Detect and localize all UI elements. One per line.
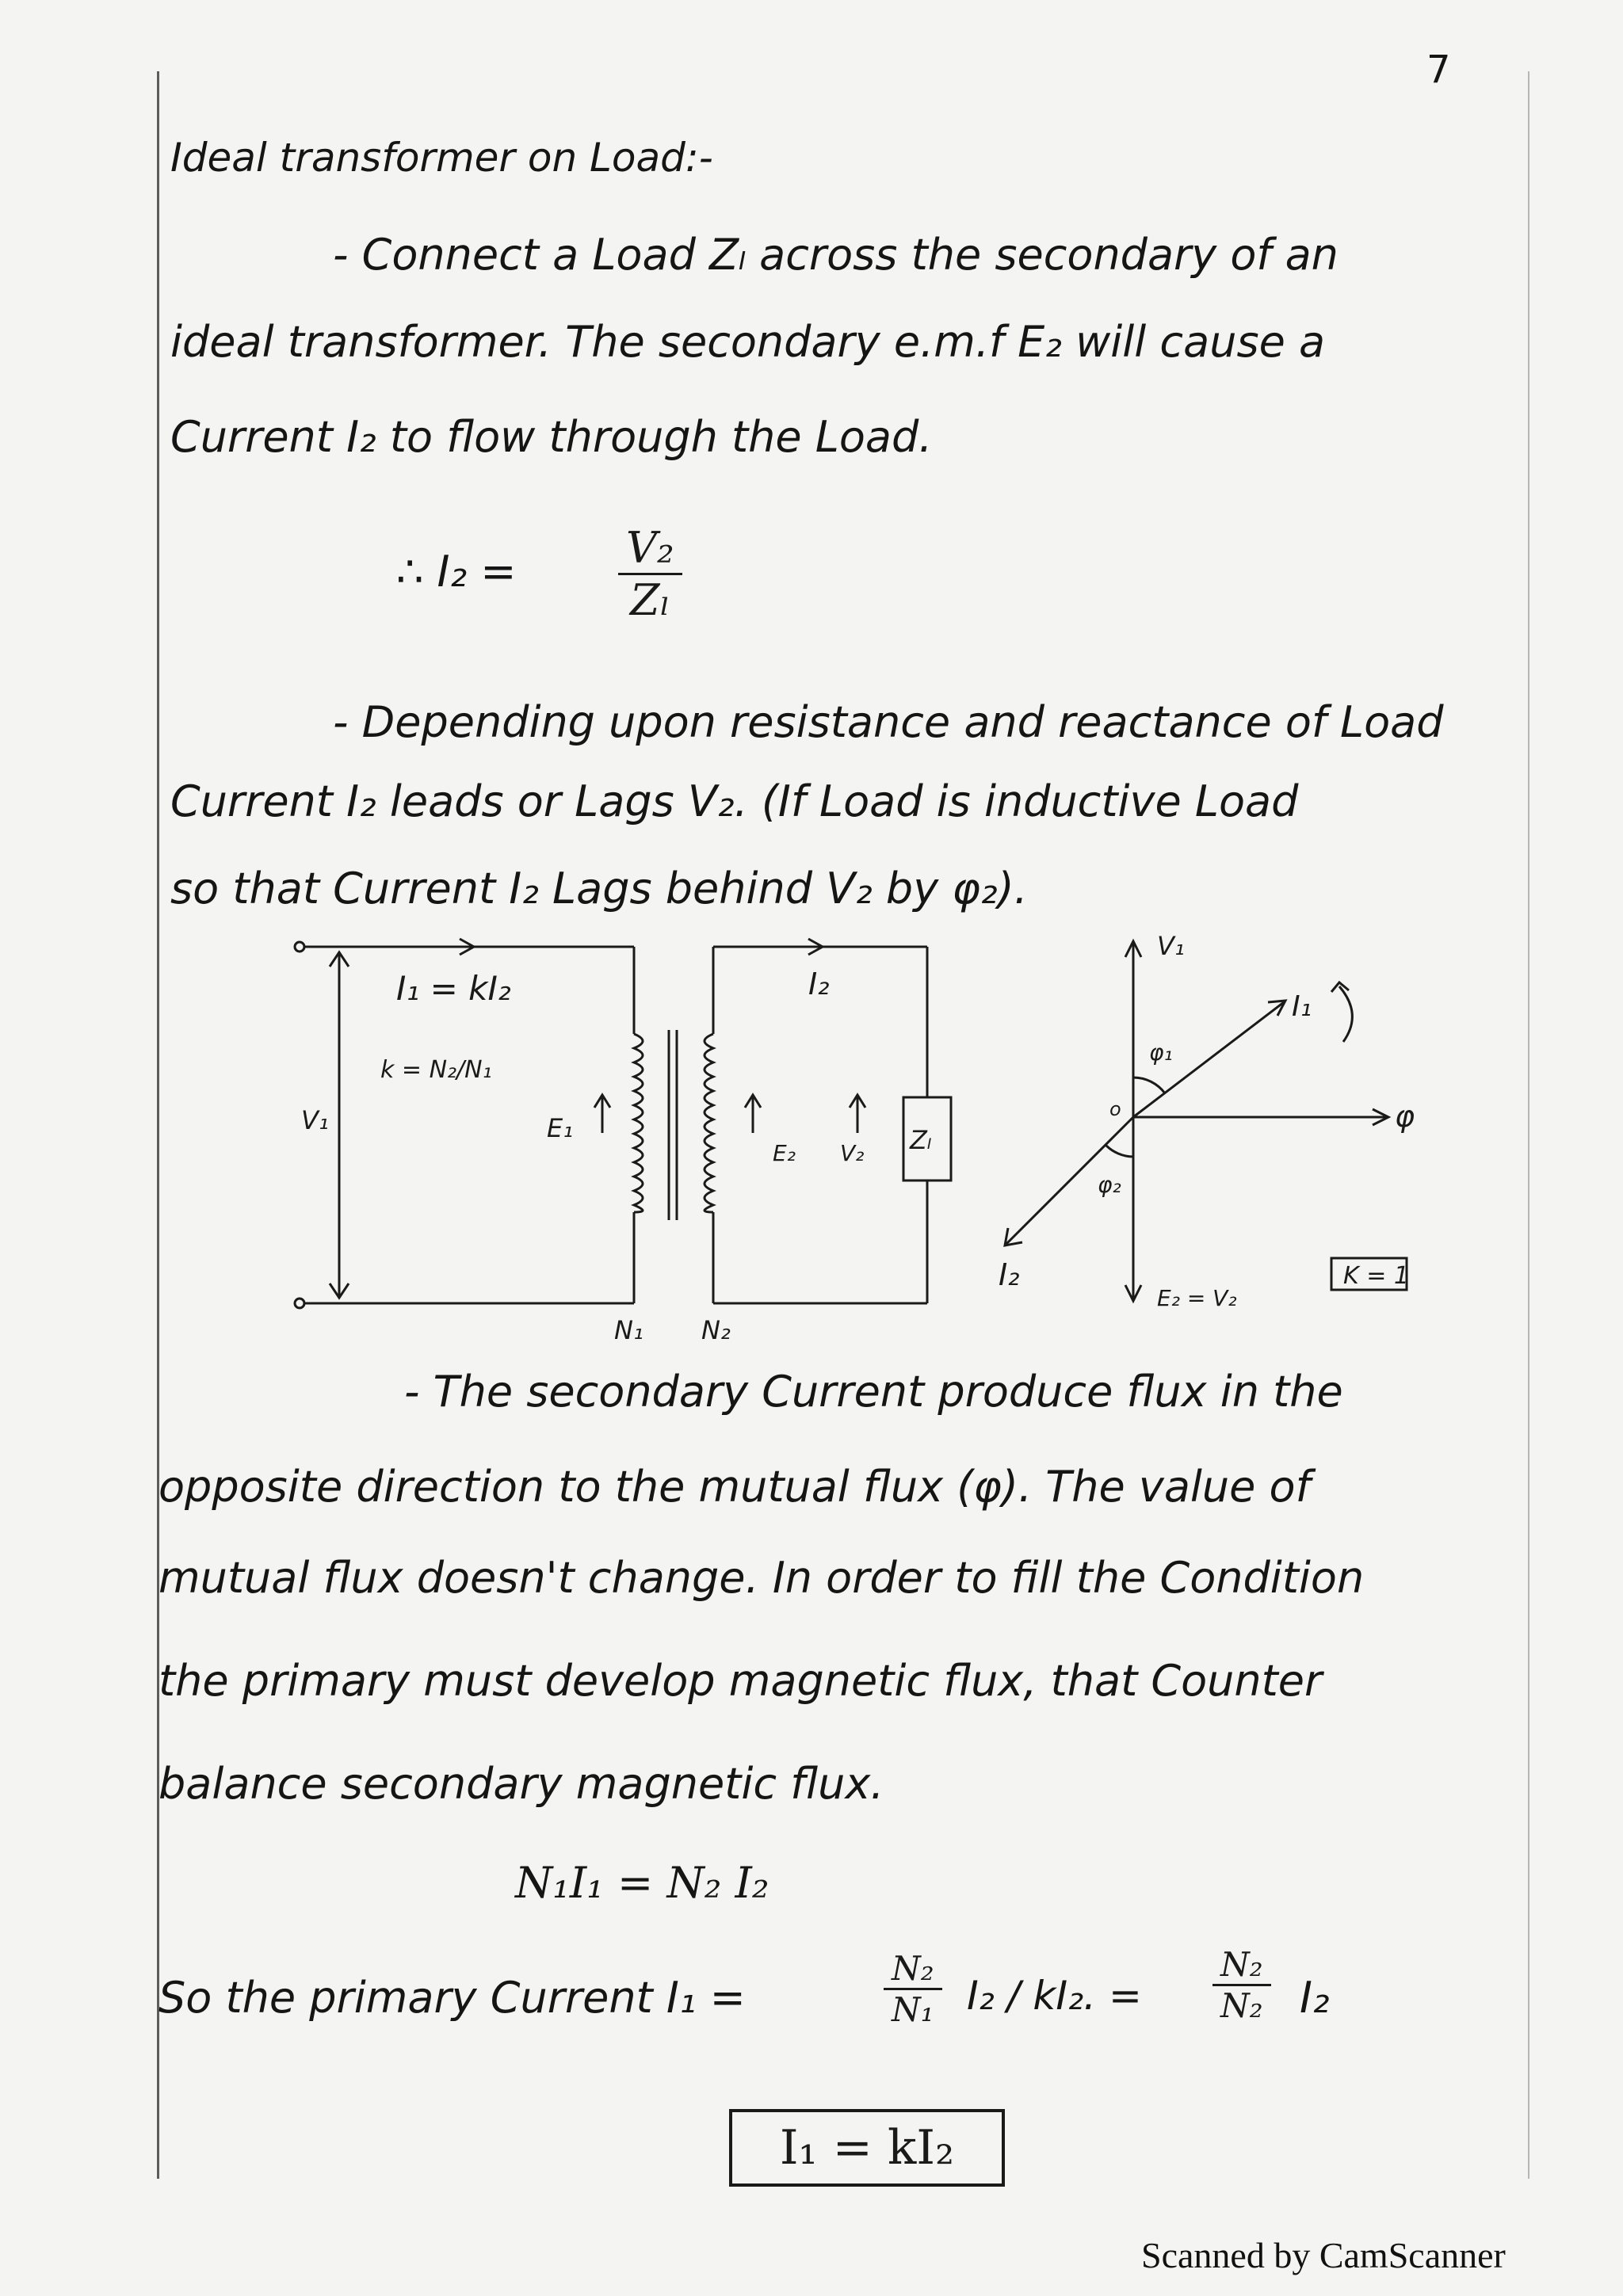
phasor-phi2-label: φ₂ [1098, 1172, 1121, 1198]
phasor-phi-label: φ [1395, 1099, 1415, 1134]
equation3-frac1-denominator: N₁ [892, 1990, 934, 2029]
paragraph1-line1: - Connect a Load Zₗ across the secondary of an [333, 230, 1338, 280]
transformer-circuit-diagram [285, 935, 999, 1347]
paragraph2-line1: - Depending upon resistance and reactance of Load [333, 697, 1444, 747]
phasor-origin-label: o [1109, 1098, 1121, 1120]
paragraph2-line3: so that Current I₂ Lags behind V₂ by φ₂). [170, 864, 1028, 913]
primary-coil [634, 1034, 643, 1212]
scanner-watermark: Scanned by CamScanner [1141, 2235, 1506, 2275]
circuit-n2-label: N₂ [701, 1315, 731, 1345]
equation1-fraction [618, 523, 682, 625]
phasor-phi1-label: φ₁ [1149, 1039, 1173, 1066]
page-edge [1528, 71, 1529, 2179]
section-title: Ideal transformer on Load:- [170, 135, 713, 181]
circuit-i2-label: I₂ [808, 967, 830, 1001]
circuit-v2-label: V₂ [840, 1140, 865, 1166]
equation3-fraction2 [1212, 1945, 1271, 2025]
paragraph3-line2: opposite direction to the mutual flux (φ). The value of [158, 1462, 1311, 1512]
circuit-v1-label: V₁ [301, 1105, 329, 1135]
equation2: N₁I₁ = N₂ I₂ [515, 1858, 769, 1908]
equation3-frac2-numerator: N₂ [1220, 1945, 1263, 1984]
equation1-denominator: Zₗ [630, 575, 670, 625]
circuit-e1-label: E₁ [547, 1113, 574, 1143]
equation3-frac1-numerator: N₂ [892, 1949, 934, 1988]
circuit-n1-label: N₁ [614, 1315, 643, 1345]
equation3-frac2-denominator: N₂ [1220, 1986, 1263, 2025]
terminal-top [295, 942, 304, 952]
paragraph1-line3: Current I₂ to flow through the Load. [170, 412, 933, 462]
phasor-diagram [991, 927, 1498, 1323]
margin-line [157, 71, 159, 2179]
equation1-prefix: ∴ I₂ = [396, 547, 517, 597]
equation3-suffix: I₂ [1300, 1973, 1330, 2023]
equation3-fraction1 [884, 1949, 942, 2029]
circuit-k-label: k = N₂/N₁ [380, 1056, 492, 1084]
secondary-coil [705, 1034, 713, 1212]
paragraph1-line2: ideal transformer. The secondary e.m.f E₂ will cause a [170, 317, 1326, 367]
paragraph3-line1: - The secondary Current produce flux in the [404, 1367, 1343, 1417]
phasor-i1-label: I₁ [1292, 990, 1312, 1023]
page-number: 7 [1426, 48, 1451, 92]
paragraph3-line5: balance secondary magnetic flux. [158, 1759, 884, 1809]
phasor-v1-label: V₁ [1157, 931, 1185, 961]
phasor-e2v2-label: E₂ = V₂ [1157, 1285, 1237, 1311]
terminal-bottom [295, 1299, 304, 1308]
circuit-e2-label: E₂ [773, 1140, 796, 1166]
boxed-result: I₁ = kI₂ [729, 2109, 1005, 2187]
phasor-i2-label: I₂ [999, 1257, 1020, 1292]
circuit-zl-label: Zₗ [910, 1125, 932, 1155]
phasor-k-box-label: K = 1 [1343, 1262, 1409, 1290]
equation3-prefix: So the primary Current I₁ = [158, 1973, 746, 2023]
paragraph3-line3: mutual flux doesn't change. In order to fill the Condition [158, 1553, 1365, 1603]
equation1-numerator: V₂ [626, 523, 674, 573]
paragraph2-line2: Current I₂ leads or Lags V₂. (If Load is inductive Load [170, 776, 1299, 826]
circuit-i1-label: I₁ = kI₂ [396, 969, 511, 1008]
equation3-middle: I₂ / kI₂. = [967, 1973, 1142, 2019]
paragraph3-line4: the primary must develop magnetic flux, that Counter [158, 1656, 1323, 1706]
